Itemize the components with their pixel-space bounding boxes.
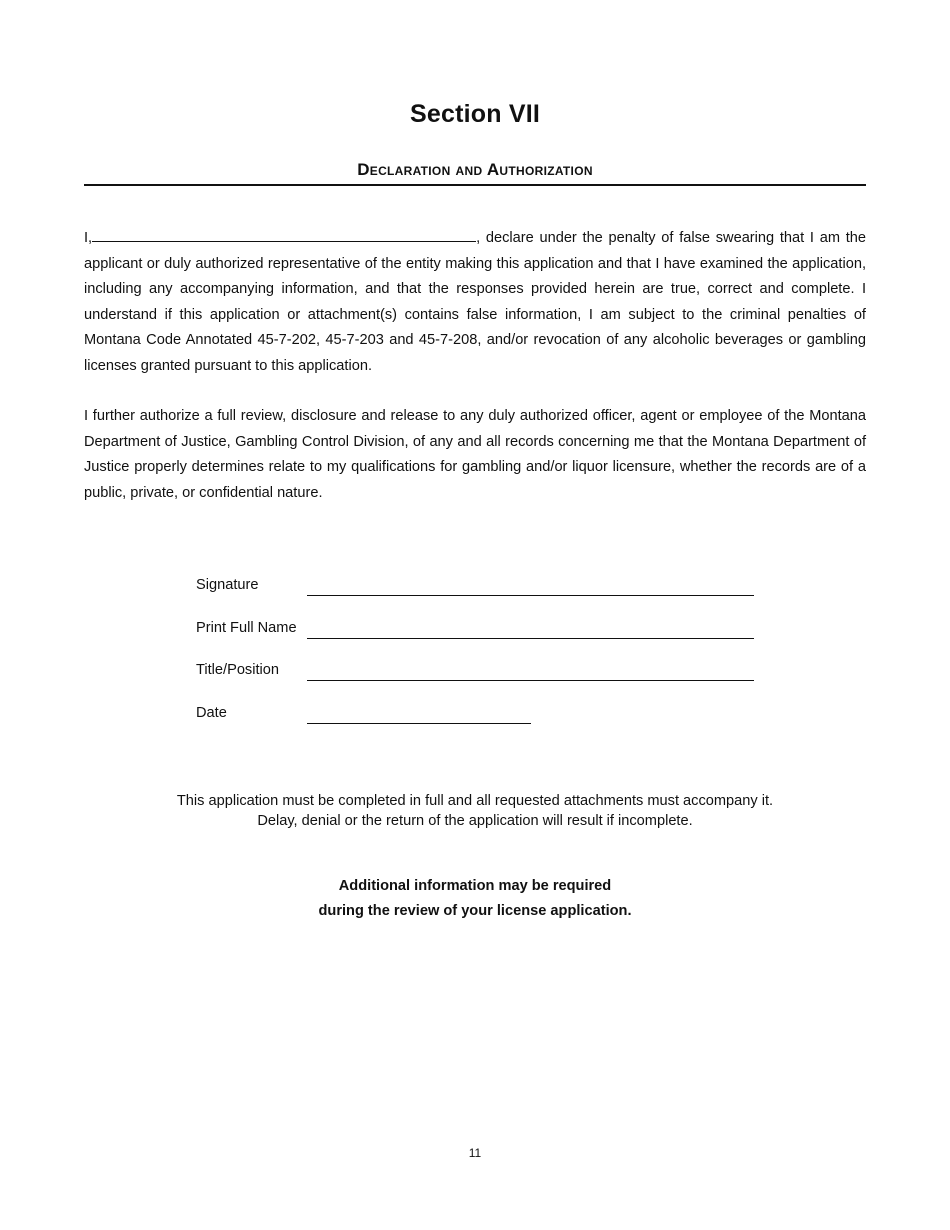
signature-label: Signature — [196, 577, 259, 593]
declaration-paragraph — [84, 226, 866, 380]
print-name-field[interactable] — [307, 638, 754, 639]
date-label: Date — [196, 705, 227, 721]
signature-field[interactable] — [307, 595, 754, 596]
additional-info-notice — [0, 874, 950, 924]
title-divider — [84, 184, 866, 186]
additional-line-1: Additional information may be required — [338, 878, 612, 894]
notice-line-1: This application must be completed in full and all requested attachments must accompany it. — [176, 793, 774, 809]
declaration-text: , declare under the penalty of false swearing that I am the applicant or duly authorized representative of the entity making this application and that I have examined the application, including any accompanying information, and that the responses provided herein are true, correct and complete. I understand if this application or attachment(s) contains false information, I am subject to the criminal penalties of Montana Code Annotated 45-7-202, 45-7-203 and 45-7-208, and/or revocation of any alcoholic beverages or gambling licenses granted pursuant to this application. — [84, 230, 866, 374]
completion-notice — [0, 791, 950, 831]
page-number: 11 — [468, 1146, 482, 1160]
additional-line-2: during the review of your license application. — [318, 903, 632, 919]
date-field[interactable] — [307, 723, 531, 724]
declaration-subtitle: Declaration and Authorization — [357, 160, 593, 179]
declarant-name-field[interactable] — [92, 226, 476, 242]
title-position-label: Title/Position — [196, 662, 280, 678]
section-title: Section VII — [409, 100, 540, 128]
notice-line-2: Delay, denial or the return of the application will result if incomplete. — [257, 813, 693, 829]
authorization-paragraph: I further authorize a full review, disclosure and release to any duly authorized officer, agent or employee of the Montana Department of Justice, Gambling Control Division, of any and all records concerning me that the Montana Department of Justice properly determines relate to my qualifications for gambling and/or liquor licensure, whether the records are of a public, private, or confidential nature. — [84, 408, 866, 501]
title-position-field[interactable] — [307, 680, 754, 681]
declaration-prefix: I, — [84, 230, 93, 246]
print-name-label: Print Full Name — [196, 620, 297, 636]
